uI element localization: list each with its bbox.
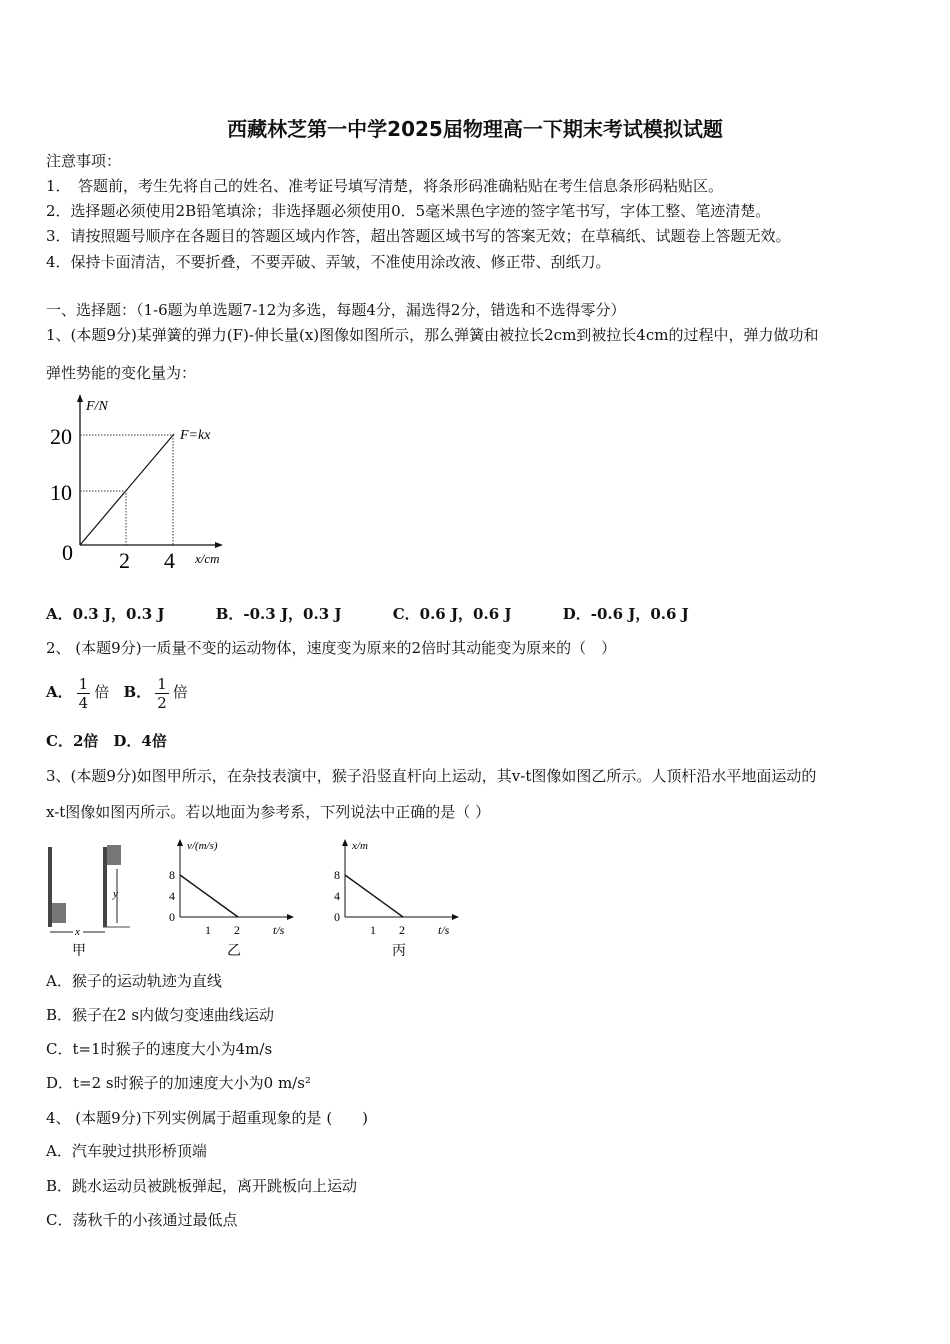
q3-option-d[interactable]: D．t=2 s时猴子的加速度大小为0 m/s² bbox=[46, 1074, 311, 1092]
q3-option-b[interactable]: B．猴子在2 s内做匀变速曲线运动 bbox=[46, 1006, 275, 1024]
q3-option-c[interactable]: C．t=1时猴子的速度大小为4m/s bbox=[46, 1040, 273, 1058]
q3-stem-cont: x-t图像如图丙所示。若以地面为参考系，下列说法中正确的是（ ） bbox=[46, 803, 491, 821]
x-label: x bbox=[75, 926, 80, 938]
x-tick: 2 bbox=[234, 923, 240, 937]
fraction bbox=[155, 675, 169, 712]
q2-options-cd[interactable]: C．2倍 D．4倍 bbox=[46, 732, 167, 750]
q1-graph bbox=[40, 390, 240, 580]
y-tick: 4 bbox=[169, 889, 175, 903]
option-a[interactable]: A．0.3 J，0.3 J bbox=[46, 605, 165, 623]
y-tick: 4 bbox=[334, 889, 340, 903]
x-tick: 1 bbox=[370, 923, 376, 937]
numerator: 1 bbox=[78, 674, 89, 693]
x-axis-label: t/s bbox=[273, 923, 285, 937]
figure-caption: 丙 bbox=[392, 944, 406, 959]
y-tick: 0 bbox=[169, 910, 175, 924]
q1-stem: 1、(本题9分)某弹簧的弹力(F)-伸长量(x)图像如图所示，那么弹簧由被拉长2cm到被拉长4cm的过程中，弹力做功和 bbox=[46, 326, 819, 344]
denominator: 4 bbox=[78, 693, 89, 712]
q3-figure-jia bbox=[40, 835, 150, 960]
option-d[interactable]: D．-0.6 J，0.6 J bbox=[562, 605, 689, 623]
x-tick: 2 bbox=[119, 548, 130, 573]
y-axis-label: F/N bbox=[86, 399, 108, 414]
q3-option-a[interactable]: A．猴子的运动轨迹为直线 bbox=[46, 972, 222, 990]
y-tick: 0 bbox=[62, 540, 73, 565]
q2-options-ab bbox=[46, 672, 188, 712]
fraction bbox=[77, 675, 91, 712]
x-axis-label: x/cm bbox=[195, 551, 220, 566]
q1-stem-cont: 弹性势能的变化量为： bbox=[46, 364, 197, 382]
line-label: F=kx bbox=[180, 428, 211, 443]
y-tick: 0 bbox=[334, 910, 340, 924]
section-heading: 一、选择题：（1-6题为单选题7-12为多选，每题4分，漏选得2分，错选和不选得零分） bbox=[46, 301, 626, 319]
option-label: A． bbox=[46, 683, 73, 701]
q4-option-c[interactable]: C．荡秋千的小孩通过最低点 bbox=[46, 1211, 238, 1229]
note-item: 2．选择题必须使用2B铅笔填涂；非选择题必须使用0．5毫米黑色字迹的签字笔书写，字体工整、笔迹清楚。 bbox=[46, 202, 771, 220]
note-item: 3．请按照题号顺序在各题目的答题区域内作答，超出答题区域书写的答案无效；在草稿纸、试题卷上答题无效。 bbox=[46, 227, 791, 245]
x-axis-label: t/s bbox=[438, 923, 450, 937]
figure-caption: 甲 bbox=[72, 944, 86, 959]
figure-caption: 乙 bbox=[227, 944, 241, 959]
q4-option-a[interactable]: A．汽车驶过拱形桥顶端 bbox=[46, 1142, 207, 1160]
option-label: B． bbox=[123, 683, 152, 701]
q3-figure-bing bbox=[330, 835, 470, 960]
x-tick: 1 bbox=[205, 923, 211, 937]
note-item: 1． 答题前，考生先将自己的姓名、准考证号填写清楚，将条形码准确粘贴在考生信息条形码粘贴区。 bbox=[46, 177, 724, 195]
option-b[interactable]: B．-0.3 J，0.3 J bbox=[215, 605, 342, 623]
y-tick: 20 bbox=[50, 424, 72, 449]
page-title: 西藏林芝第一中学2025届物理高一下期末考试模拟试题 bbox=[227, 117, 723, 141]
x-tick: 4 bbox=[164, 548, 175, 573]
y-tick: 8 bbox=[334, 868, 340, 882]
y-axis-label: v/(m/s) bbox=[187, 840, 218, 852]
y-axis-label: x/m bbox=[352, 840, 368, 852]
q1-options bbox=[46, 604, 735, 624]
q3-figure-yi bbox=[165, 835, 305, 960]
monkey-icon bbox=[52, 903, 66, 923]
y-label: y bbox=[113, 888, 118, 900]
monkey-icon bbox=[107, 845, 121, 865]
unit: 倍 bbox=[172, 683, 188, 701]
option-b[interactable] bbox=[123, 674, 188, 712]
notes-heading: 注意事项： bbox=[46, 152, 122, 170]
unit: 倍 bbox=[94, 683, 110, 701]
y-tick: 8 bbox=[169, 868, 175, 882]
q4-stem: 4、 (本题9分)下列实例属于超重现象的是 ( ) bbox=[46, 1109, 369, 1127]
x-tick: 2 bbox=[399, 923, 405, 937]
numerator: 1 bbox=[157, 674, 167, 693]
q2-stem: 2、 (本题9分)一质量不变的运动物体，速度变为原来的2倍时其动能变为原来的（ ） bbox=[46, 639, 617, 657]
option-c[interactable]: C．0.6 J，0.6 J bbox=[392, 605, 512, 623]
y-tick: 10 bbox=[50, 480, 72, 505]
option-a[interactable] bbox=[46, 674, 110, 712]
q3-stem: 3、(本题9分)如图甲所示，在杂技表演中，猴子沿竖直杆向上运动，其v-t图像如图乙所示。人顶杆沿水平地面运动的 bbox=[46, 767, 817, 785]
denominator: 2 bbox=[157, 693, 167, 712]
q4-option-b[interactable]: B．跳水运动员被跳板弹起，离开跳板向上运动 bbox=[46, 1177, 358, 1195]
note-item: 4．保持卡面清洁，不要折叠，不要弄破、弄皱，不准使用涂改液、修正带、刮纸刀。 bbox=[46, 253, 611, 271]
